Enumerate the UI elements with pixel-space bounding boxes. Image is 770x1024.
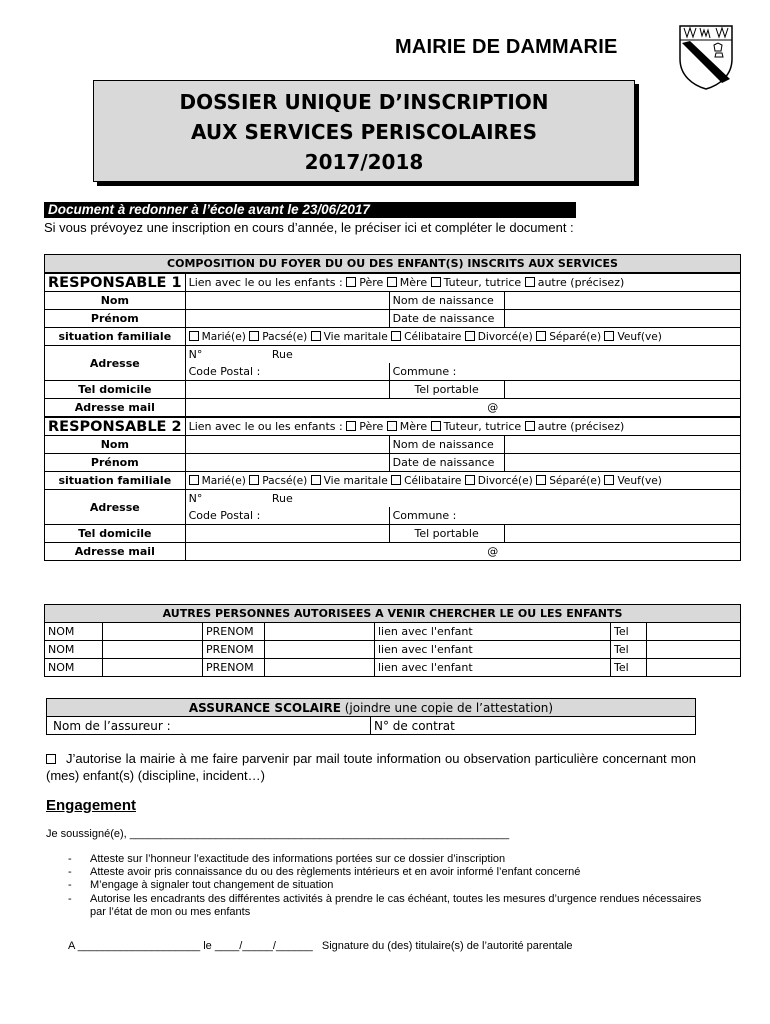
checkbox-veuf[interactable] xyxy=(604,331,614,341)
checkbox-separe[interactable] xyxy=(536,475,546,485)
tel-portable-field[interactable] xyxy=(504,525,740,543)
prenom-field[interactable] xyxy=(265,641,375,659)
responsable-1-lien[interactable]: Lien avec le ou les enfants : Père Mère Tuteur, tutrice autre (précisez) xyxy=(185,273,740,292)
situation-options[interactable]: Marié(e) Pacsé(e) Vie maritale Célibataire Divorcé(e) Séparé(e) Veuf(ve) xyxy=(185,328,740,346)
foyer-table xyxy=(44,254,741,561)
prenom-field[interactable] xyxy=(185,310,389,328)
foyer-header: COMPOSITION DU FOYER DU OU DES ENFANT(S) INSCRITS AUX SERVICES xyxy=(45,255,741,274)
tel-label: Tel xyxy=(611,641,647,659)
tel-portable-label: Tel portable xyxy=(389,381,504,399)
tel-label: Tel xyxy=(611,623,647,641)
checkbox-marie[interactable] xyxy=(189,331,199,341)
checkbox-marie[interactable] xyxy=(189,475,199,485)
title-line-3: 2017/2018 xyxy=(304,150,424,174)
nom-field[interactable] xyxy=(103,623,203,641)
lien-label[interactable]: lien avec l'enfant xyxy=(375,623,611,641)
deadline-banner: Document à redonner à l’école avant le 23/06/2017 xyxy=(44,202,576,218)
tel-portable-label: Tel portable xyxy=(389,525,504,543)
nom-label: Nom xyxy=(45,436,186,454)
checkbox-pere[interactable] xyxy=(346,277,356,287)
mail-label: Adresse mail xyxy=(45,543,186,561)
prenom-field[interactable] xyxy=(185,454,389,472)
tel-field[interactable] xyxy=(647,659,741,677)
commune-field[interactable]: Commune : xyxy=(389,363,740,381)
situation-label: situation familiale xyxy=(45,328,186,346)
tel-domicile-field[interactable] xyxy=(185,381,389,399)
checkbox-tuteur[interactable] xyxy=(431,277,441,287)
tel-portable-field[interactable] xyxy=(504,381,740,399)
checkbox-vie-maritale[interactable] xyxy=(311,475,321,485)
prenom-field[interactable] xyxy=(265,659,375,677)
prenom-label: Prénom xyxy=(45,454,186,472)
code-postal-field[interactable]: Code Postal : xyxy=(185,363,389,381)
nom-field[interactable] xyxy=(185,436,389,454)
checkbox-pere[interactable] xyxy=(346,421,356,431)
list-item: - Autorise les encadrants des différentes activités à prendre le cas échéant, toutes les mesures d’urgence rendues nécessaires par l’état de mon ou mes enfants xyxy=(64,893,704,919)
lien-label[interactable]: lien avec l'enfant xyxy=(375,641,611,659)
list-item: - M’engage à signaler tout changement de situation xyxy=(64,879,704,892)
title-line-1: DOSSIER UNIQUE D’INSCRIPTION xyxy=(179,90,549,114)
nom-label: NOM xyxy=(45,659,103,677)
nom-field[interactable] xyxy=(103,641,203,659)
checkbox-pacse[interactable] xyxy=(249,331,259,341)
checkbox-celibataire[interactable] xyxy=(391,331,401,341)
checkbox-vie-maritale[interactable] xyxy=(311,331,321,341)
nom-naissance-field[interactable] xyxy=(504,436,740,454)
checkbox-veuf[interactable] xyxy=(604,475,614,485)
nom-naissance-label: Nom de naissance xyxy=(389,292,504,310)
soussigne-line[interactable]: Je soussigné(e), ______________________________________________________________ xyxy=(46,828,510,840)
mail-authorization: J’autorise la mairie à me faire parvenir par mail toute information ou observation particulière concernant mon (mes) enfant(s) (discipline, incident…) xyxy=(46,751,696,783)
checkbox-mail-authorization[interactable] xyxy=(46,754,56,764)
checkbox-tuteur[interactable] xyxy=(431,421,441,431)
list-item: - Atteste sur l’honneur l’exactitude des informations portées sur ce dossier d’inscription xyxy=(64,853,704,866)
mail-field[interactable]: @ xyxy=(185,543,740,561)
tel-domicile-label: Tel domicile xyxy=(45,525,186,543)
adresse-rue-field[interactable]: N° Rue xyxy=(185,490,740,508)
engagement-title: Engagement xyxy=(46,797,137,814)
tel-domicile-field[interactable] xyxy=(185,525,389,543)
nom-naissance-label: Nom de naissance xyxy=(389,436,504,454)
checkbox-celibataire[interactable] xyxy=(391,475,401,485)
nom-naissance-field[interactable] xyxy=(504,292,740,310)
commune-field[interactable]: Commune : xyxy=(389,507,740,525)
adresse-rue-field[interactable]: N° Rue xyxy=(185,346,740,364)
nom-label: NOM xyxy=(45,641,103,659)
checkbox-mere[interactable] xyxy=(387,421,397,431)
coat-of-arms-icon xyxy=(676,23,736,91)
inscription-note: Si vous prévoyez une inscription en cours d’année, le préciser ici et compléter le document : xyxy=(44,220,574,235)
engagement-list xyxy=(64,853,704,919)
title-line-2: AUX SERVICES PERISCOLAIRES xyxy=(191,120,537,144)
mail-label: Adresse mail xyxy=(45,399,186,418)
tel-domicile-label: Tel domicile xyxy=(45,381,186,399)
checkbox-mere[interactable] xyxy=(387,277,397,287)
prenom-label: PRENOM xyxy=(203,641,265,659)
tel-field[interactable] xyxy=(647,641,741,659)
checkbox-autre[interactable] xyxy=(525,277,535,287)
checkbox-pacse[interactable] xyxy=(249,475,259,485)
autres-personnes-table xyxy=(44,604,741,677)
signature-line[interactable]: A ____________________ le ____/_____/______ Signature du (des) titulaire(s) de l’autorité parentale xyxy=(68,940,573,952)
assureur-field[interactable]: Nom de l’assureur : xyxy=(47,717,371,735)
date-naissance-field[interactable] xyxy=(504,310,740,328)
nom-field[interactable] xyxy=(103,659,203,677)
responsable-1-title: RESPONSABLE 1 xyxy=(45,273,186,292)
checkbox-divorce[interactable] xyxy=(465,475,475,485)
autres-header: AUTRES PERSONNES AUTORISEES A VENIR CHERCHER LE OU LES ENFANTS xyxy=(45,605,741,623)
nom-label: Nom xyxy=(45,292,186,310)
nom-label: NOM xyxy=(45,623,103,641)
checkbox-autre[interactable] xyxy=(525,421,535,431)
prenom-field[interactable] xyxy=(265,623,375,641)
table-row xyxy=(45,623,741,641)
checkbox-separe[interactable] xyxy=(536,331,546,341)
mail-field[interactable]: @ xyxy=(185,399,740,418)
prenom-label: PRENOM xyxy=(203,659,265,677)
prenom-label: Prénom xyxy=(45,310,186,328)
situation-label: situation familiale xyxy=(45,472,186,490)
nom-field[interactable] xyxy=(185,292,389,310)
lien-label[interactable]: lien avec l'enfant xyxy=(375,659,611,677)
mairie-title: MAIRIE DE DAMMARIE xyxy=(395,36,618,58)
situation-options[interactable]: Marié(e) Pacsé(e) Vie maritale Célibataire Divorcé(e) Séparé(e) Veuf(ve) xyxy=(185,472,740,490)
date-naissance-field[interactable] xyxy=(504,454,740,472)
table-row xyxy=(45,641,741,659)
tel-field[interactable] xyxy=(647,623,741,641)
date-naissance-label: Date de naissance xyxy=(389,454,504,472)
tel-label: Tel xyxy=(611,659,647,677)
responsable-2-title: RESPONSABLE 2 xyxy=(45,417,186,436)
list-item: - Atteste avoir pris connaissance du ou des règlements intérieurs et en avoir informé l’enfant concerné xyxy=(64,866,704,879)
checkbox-divorce[interactable] xyxy=(465,331,475,341)
code-postal-field[interactable]: Code Postal : xyxy=(185,507,389,525)
assurance-header: ASSURANCE SCOLAIRE (joindre une copie de l’attestation) xyxy=(47,699,696,717)
table-row xyxy=(45,659,741,677)
adresse-label: Adresse xyxy=(45,346,186,381)
assurance-table xyxy=(46,698,696,735)
title-box xyxy=(93,80,635,182)
prenom-label: PRENOM xyxy=(203,623,265,641)
responsable-2-lien[interactable]: Lien avec le ou les enfants : Père Mère Tuteur, tutrice autre (précisez) xyxy=(185,417,740,436)
adresse-label: Adresse xyxy=(45,490,186,525)
contrat-field[interactable]: N° de contrat xyxy=(371,717,696,735)
date-naissance-label: Date de naissance xyxy=(389,310,504,328)
